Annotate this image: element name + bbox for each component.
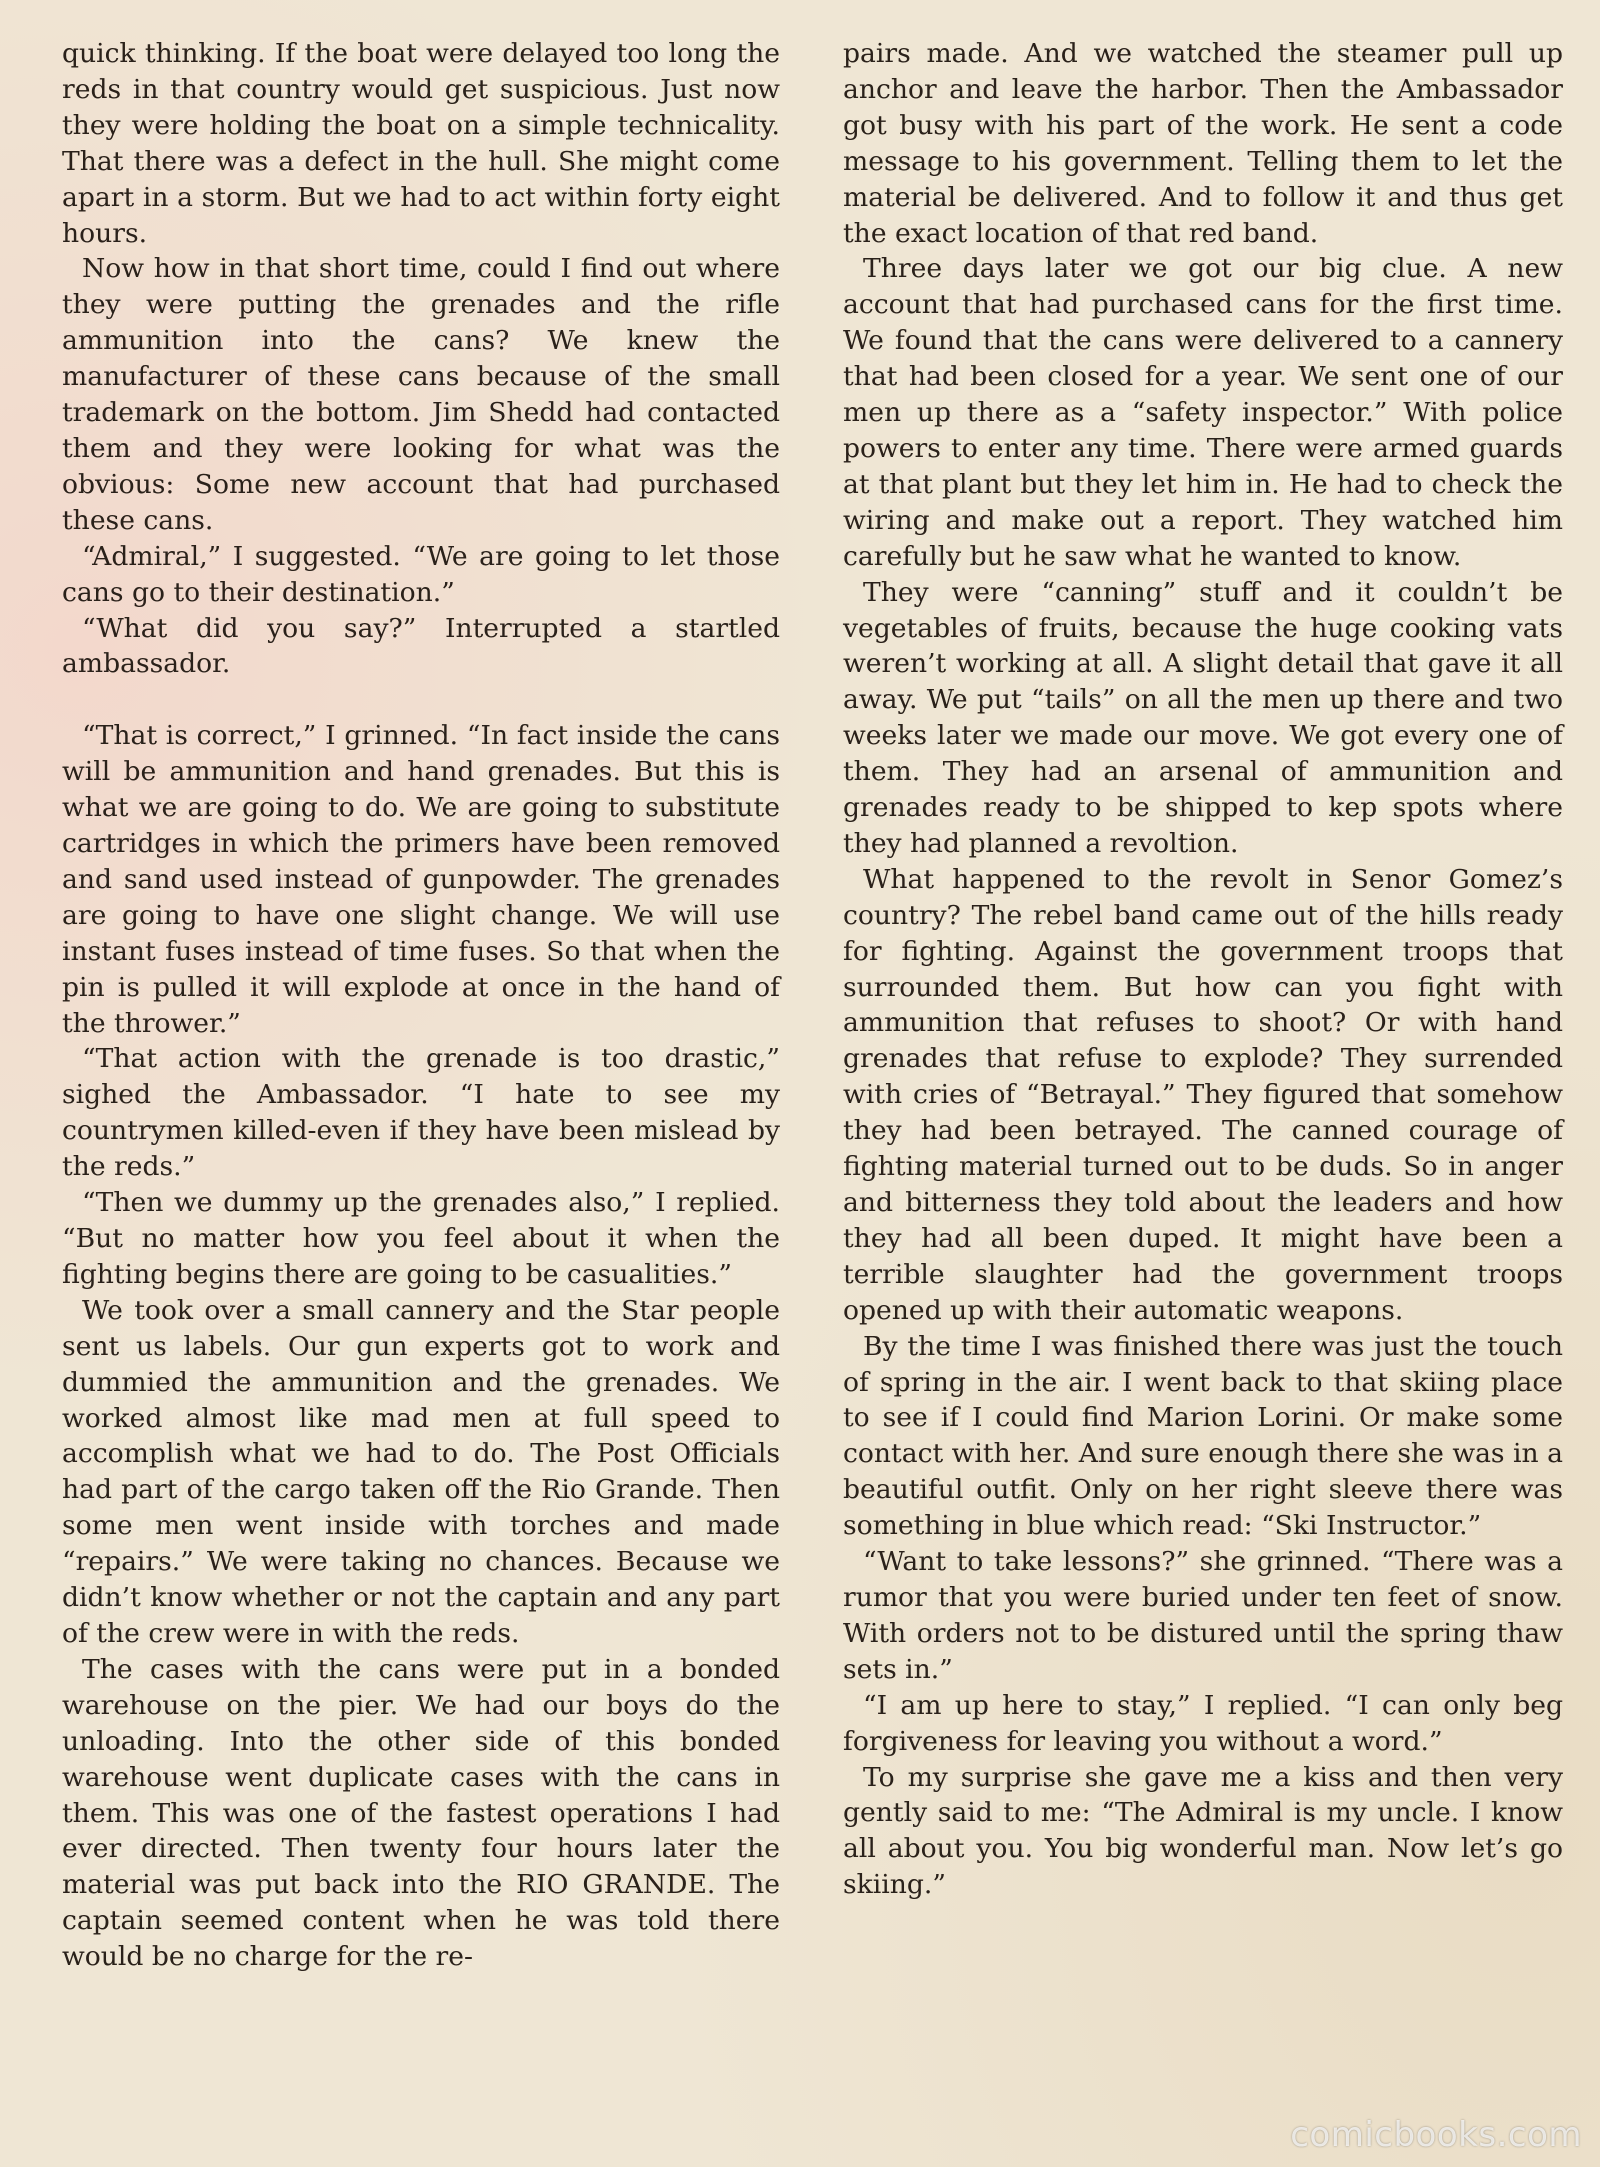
paragraph: pairs made. And we watched the steamer pull up anchor and leave the harbor. Then the Ambassador got busy with his part of the work. He sent a code message to his government. Telling them to let the material be delivered. And to follow it and thus get the exact location of that red band.: [843, 38, 1563, 249]
paragraph: “That is correct,” I grinned. “In fact inside the cans will be ammunition and hand grenades. But this is what we are going to do. We are going to substitute cartridges in which the primers have been removed and sand used instead of gunpowder. The grenades are going to have one slight change. We will use instant fuses instead of time fuses. So that when the pin is pulled it will explode at once in the hand of the thrower.”: [62, 720, 780, 1039]
site-watermark: comicbooks.com: [1290, 2115, 1582, 2155]
section-break: [62, 682, 780, 718]
paragraph: “Want to take lessons?” she grinned. “There was a rumor that you were buried under ten feet of snow. With orders not to be distured until the spring thaw sets in.”: [843, 1546, 1563, 1685]
paragraph: quick thinking. If the boat were delayed too long the reds in that country would get suspicious. Just now they were holding the boat on a simple technicality. That there was a defect in the hull. She might come apart in a storm. But we had to act within forty eight hours.: [62, 38, 780, 249]
paragraph: “That action with the grenade is too drastic,” sighed the Ambassador. “I hate to see my countrymen killed-even if they have been mislead by the reds.”: [62, 1043, 780, 1183]
paragraph: We took over a small cannery and the Star people sent us labels. Our gun experts got to work and dummied the ammunition and the grenades. We worked almost like mad men at full speed to accomplish what we had to do. The Post Officials had part of the cargo taken off the Rio Grande. Then some men went inside with torches and made “repairs.” We were taking no chances. Because we didn’t know whether or not the captain and any part of the crew were in with the reds.: [62, 1294, 780, 1649]
paragraph: Now how in that short time, could I find out where they were putting the grenades and the rifle ammunition into the cans? We knew the manufacturer of these cans because of the small trademark on the bottom. Jim Shedd had contacted them and they were looking for what was the obvious: Some new account that had purchased these cans.: [62, 253, 780, 536]
paragraph: “What did you say?” Interrupted a startled ambassador.: [62, 612, 780, 680]
paragraph: Three days later we got our big clue. A new account that had purchased cans for the first time. We found that the cans were delivered to a cannery that had been closed for a year. We sent one of our men up there as a “safety inspector.” With police powers to enter any time. There were armed guards at that plant but they let him in. He had to check the wiring and make out a report. They watched him carefully but he saw what he wanted to know.: [843, 253, 1563, 572]
right-column: [843, 36, 1563, 1903]
paragraph: To my surprise she gave me a kiss and then very gently said to me: “The Admiral is my uncle. I know all about you. You big wonderful man. Now let’s go skiing.”: [843, 1761, 1563, 1901]
paragraph: “I am up here to stay,” I replied. “I can only beg forgiveness for leaving you without a word.”: [843, 1689, 1563, 1757]
paragraph: The cases with the cans were put in a bonded warehouse on the pier. We had our boys do the unloading. Into the other side of this bonded warehouse went duplicate cases with the cans in them. This was one of the fastest operations I had ever directed. Then twenty four hours later the material was put back into the RIO GRANDE. The captain seemed content when he was told there would be no charge for the re-: [62, 1653, 780, 1973]
paragraph: “Admiral,” I suggested. “We are going to let those cans go to their destination.”: [62, 540, 780, 608]
paragraph: They were “canning” stuff and it couldn’t be vegetables of fruits, because the huge cooking vats weren’t working at all. A slight detail that gave it all away. We put “tails” on all the men up there and two weeks later we made our move. We got every one of them. They had an arsenal of ammunition and grenades ready to be shipped to kep spots where they had planned a revoltion.: [843, 576, 1563, 859]
paragraph: By the time I was finished there was just the touch of spring in the air. I went back to that skiing place to see if I could find Marion Lorini. Or make some contact with her. And sure enough there she was in a beautiful outfit. Only on her right sleeve there was something in blue which read: “Ski Instructor.”: [843, 1330, 1563, 1542]
paragraph: “Then we dummy up the grenades also,” I replied. “But no matter how you feel about it when the fighting begins there are going to be casualities.”: [62, 1187, 780, 1290]
left-column: [62, 36, 780, 1975]
paragraph: What happened to the revolt in Senor Gomez’s country? The rebel band came out of the hills ready for fighting. Against the government troops that surrounded them. But how can you fight with ammunition that refuses to shoot? Or with hand grenades that refuse to explode? They surrended with cries of “Betrayal.” They figured that somehow they had been betrayed. The canned courage of fighting material turned out to be duds. So in anger and bitterness they told about the leaders and how they had all been duped. It might have been a terrible slaughter had the government troops opened up with their automatic weapons.: [843, 863, 1563, 1326]
